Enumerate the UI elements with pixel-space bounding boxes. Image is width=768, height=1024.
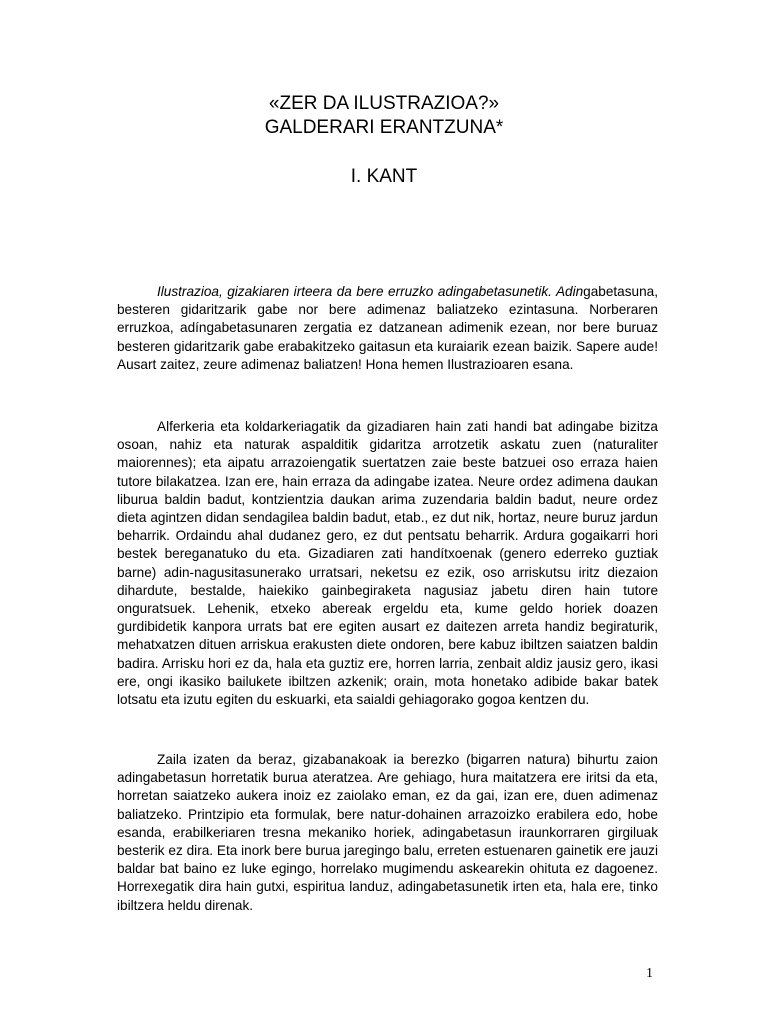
paragraph-3 — [117, 751, 658, 915]
paragraph-3-text: Zaila izaten da beraz, gizabanakoak ia berezko (bigarren natura) bihurtu zaion adingabetasun horretatik burua ateratzea. Are gehiago, hura maitatzera ere iritsi da eta, horretan saiatzeko aukera inoiz ez zaiolako eman, ez da gai, izan ere, duen adimenaz baliatzeko. Printzipio eta formulak, bere natur-dohainen arrazoizko erabilera edo, hobe esanda, erabilkeriaren tresna mekaniko horiek, adingabetasun iraunkorraren girgiluak besterik ez dira. Eta inork bere burua jaregingo balu, erreten estuenaren gainetik ere jauzi baldar bat baino ez luke egingo, horrelako mugimendu askearekin ohituta ez dagoenez. Horrexegatik dira hain gutxi, espiritua landuz, adingabetasunetik irten eta, hala ere, tinko ibiltzera heldu direnak. — [117, 752, 658, 913]
paragraph-1 — [117, 283, 658, 374]
title-line-2: GALDERARI ERANTZUNA* — [264, 117, 504, 138]
paragraph-2-text: Alferkeria eta koldarkeriagatik da gizadiaren hain zati handi bat adingabe bizitza osoan, nahiz eta naturak aspalditik gidaritza arrotzetik askatu zuen (naturaliter maiorennes); eta aipatu arrazoiengatik suertatzen zaie beste batzuei oso erraza haien tutore bilakatzea. Izan ere, hain erraza da adingabe izatea. Neure ordez adimena daukan liburua baldin badut, kontzientzia daukan arima zuzendaria baldin badut, neure ordez dieta agintzen didan sendagilea baldin badut, etab., ez dut nik, hortaz, neure buruz jardun beharrik. Ordaindu ahal dudanez gero, ez dut pentsatu beharrik. Ardura gogaikarri hori bestek bereganatuko du eta. Gizadiaren zati handítxoenak (genero ederreko guztiak barne) adin-nagusitasunerako urratsari, neketsu ez ezik, oso arriskutsu iritz diezaion dihardute, bestalde, haiekiko gainbegiraketa nagusiaz jabetu diren hain tutore onguratsuek. Lehenik, etxeko abereak ergeldu eta, kume geldo horiek doazen gurdibidetik kanpora urrats bat ere egiten ausart ez daitezen arreta handiz begiraturik, mehatxatzen dituen arriskua erakusten diete ondoren, bere kabuz ibiltzen saiatzen baldin badira. Arrisku hori ez da, hala eta guztiz ere, horren larria, zenbait aldiz jausiz gero, ikasi ere, ongi ikasiko bailukete ibiltzen azkenik; orain, mota honetako adibide bakar batek lotsatu eta izutu egiten du eskuarki, eta saialdi gehiagorako gogoa kentzen du. — [117, 419, 658, 708]
paragraph-2 — [117, 418, 658, 709]
page-number: 1 — [646, 966, 653, 981]
paragraph-1-text — [117, 283, 658, 374]
paragraph-1-rest: gabetasuna, besteren gidaritzarik gabe nor bere adimenaz baliatzeko ezintasuna. Norberaren erruzkoa, adíngabetasunaren zergatia ez datzanean adimenik ezean, nor bere buruaz besteren gidaritzarik gabe erabakitzeko gaitasun eta kuraiarik ezean baizik. Sapere aude! Ausart zaitez, zeure adimenaz baliatzen! Hona hemen Ilustrazioaren esana. — [117, 284, 658, 372]
document-title — [0, 92, 768, 140]
author-name: I. KANT — [350, 166, 418, 187]
title-line-1: «ZER DA ILUSTRAZIOA?» — [268, 93, 500, 114]
paragraph-1-italic: Ilustrazioa, gizakiaren irteera da bere erruzko adingabetasunetik. Adin — [157, 284, 584, 299]
